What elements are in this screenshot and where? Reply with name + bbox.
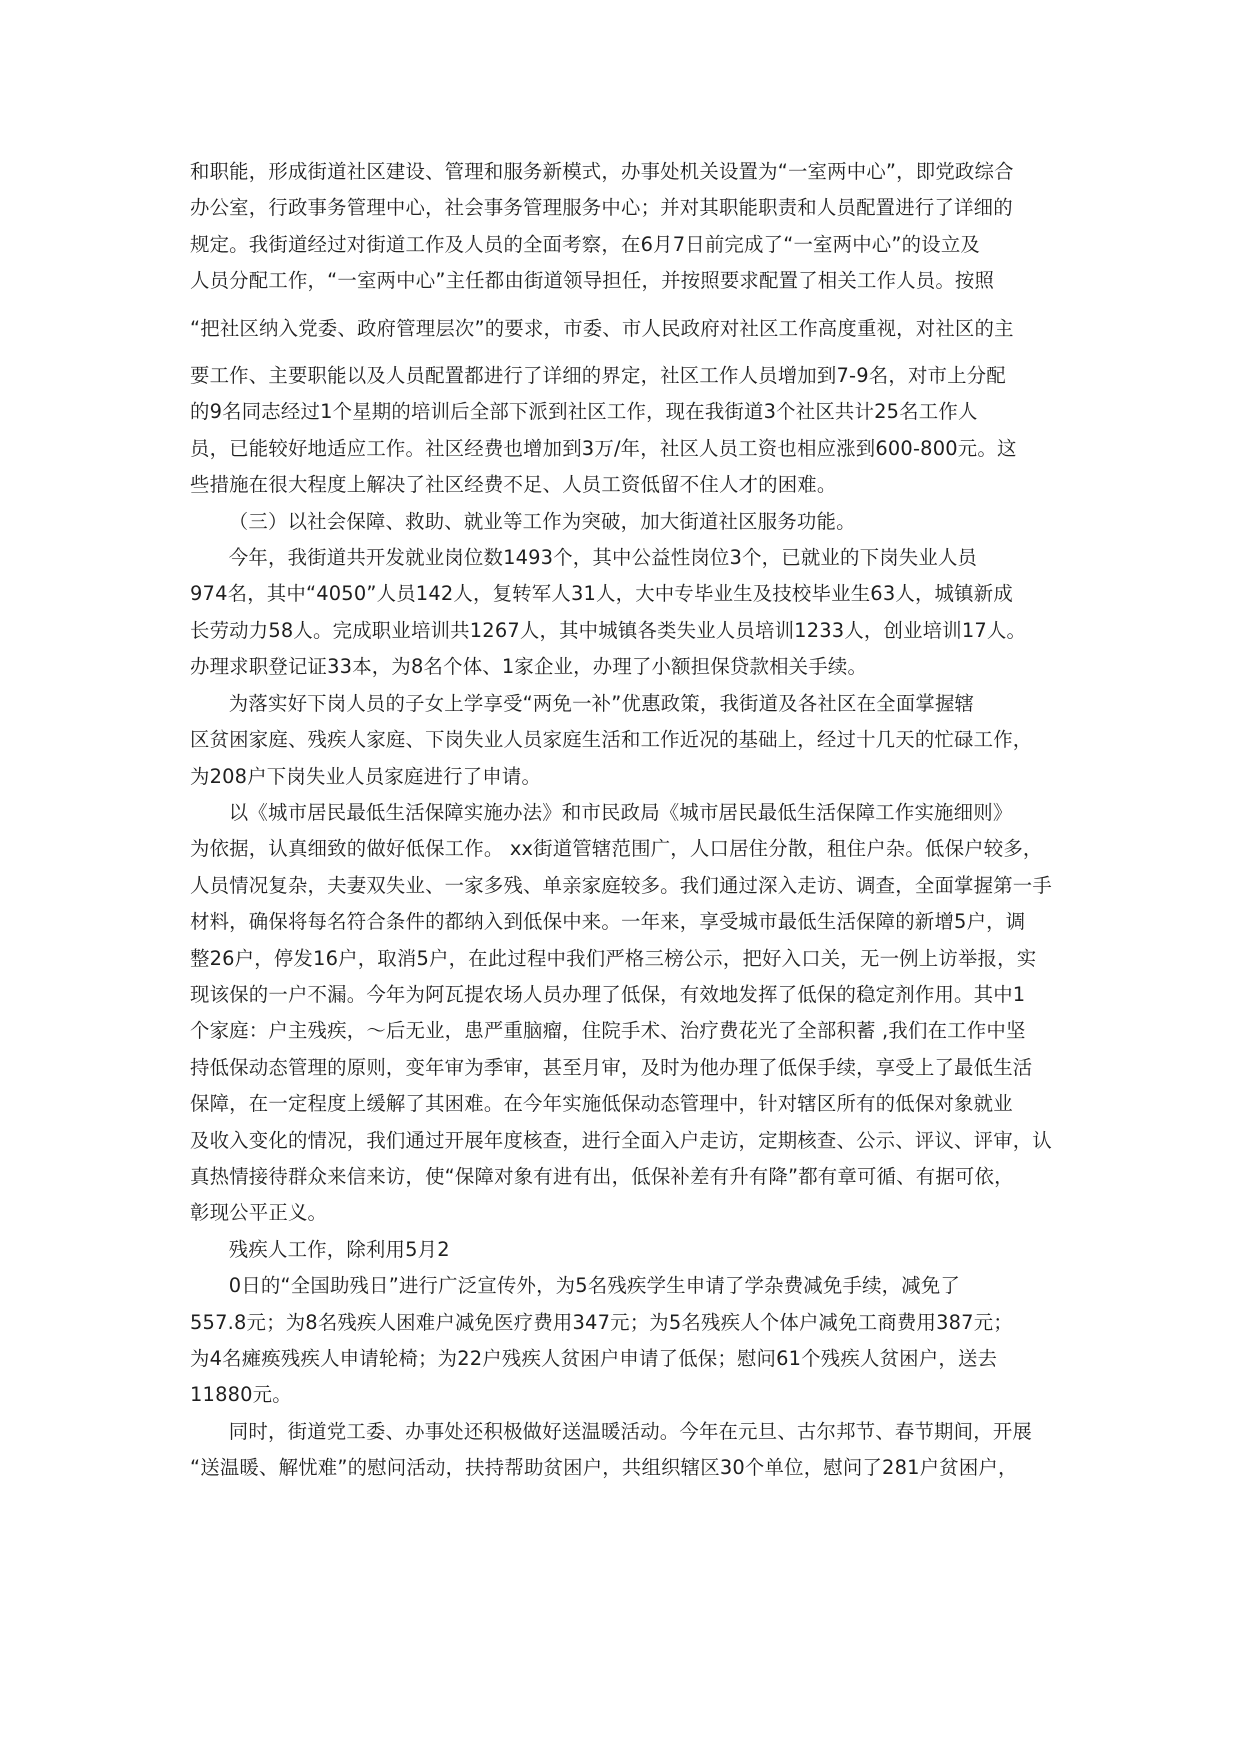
text-line: 0日的“全国助残日”进行广泛宣传外，为5名残疾学生申请了学杂费减免手续，减免了	[228, 1274, 961, 1298]
paragraph-warmth-activity	[190, 1414, 1058, 1487]
paragraph-disabled-head	[190, 1232, 1058, 1268]
paragraph-minimum-living	[190, 795, 1058, 1232]
text-line: 现该保的一户不漏。今年为阿瓦提农场人员办理了低保，有效地发挥了低保的稳定剂作用。其中1	[190, 982, 1026, 1006]
text-line: 的9名同志经过1个星期的培训后全部下派到社区工作，现在我街道3个社区共计25名工作人	[190, 400, 978, 424]
paragraph-education-policy	[190, 686, 1058, 795]
text-line: 557.8元；为8名残疾人困难户减免医疗费用347元；为5名残疾人个体户减免工商费用387元；	[190, 1310, 1013, 1334]
text-line: 要工作、主要职能以及人员配置都进行了详细的界定，社区工作人员增加到7-9名，对市上分配	[190, 364, 1006, 388]
text-line: 些措施在很大程度上解决了社区经费不足、人员工资低留不住人才的困难。	[190, 473, 837, 497]
text-line: 办公室，行政事务管理中心，社会事务管理服务中心；并对其职能职责和人员配置进行了详细的	[190, 196, 1013, 220]
document-body	[190, 154, 1058, 1487]
text-line: 残疾人工作，除利用5月2	[228, 1237, 450, 1261]
text-line: 员，已能较好地适应工作。社区经费也增加到3万/年，社区人员工资也相应涨到600-800元。这	[190, 436, 1017, 460]
paragraph-employment	[190, 540, 1058, 686]
text-line: 真热情接待群众来信来访，使“保障对象有进有出，低保补差有升有降”都有章可循、有据可依，	[190, 1164, 1014, 1188]
text-line: 人员分配工作，“一室两中心”主任都由街道领导担任，并按照要求配置了相关工作人员。按照	[190, 269, 995, 293]
text-line: 今年，我街道共开发就业岗位数1493个，其中公益性岗位3个，已就业的下岗失业人员	[228, 546, 978, 570]
text-line: 人员情况复杂，夫妻双失业、一家多残、单亲家庭较多。我们通过深入走访、调查，全面掌握第一手	[190, 873, 1052, 897]
text-line: 为4名瘫痪残疾人申请轮椅；为22户残疾人贫困户申请了低保；慰问61个残疾人贫困户，送去	[190, 1347, 998, 1370]
text-line: “送温暖、解忧难”的慰问活动，扶持帮助贫困户，共组织辖区30个单位，慰问了281户贫困户，	[190, 1456, 1018, 1480]
section-heading-3	[190, 504, 1058, 540]
text-line: 974名，其中“4050”人员142人，复转军人31人，大中专毕业生及技校毕业生63人，城镇新成	[190, 582, 1013, 606]
paragraph-disabled-work	[190, 1268, 1058, 1414]
text-line: 11880元。	[190, 1383, 292, 1407]
text-line: 为208户下岗失业人员家庭进行了申请。	[190, 764, 542, 788]
section-heading-text: （三）以社会保障、救助、就业等工作为突破，加大街道社区服务功能。	[228, 509, 856, 533]
text-line: 整26户，停发16户，取消5户，在此过程中我们严格三榜公示，把好入口关，无一例上访举报，实	[190, 946, 1037, 970]
text-line: 规定。我街道经过对街道工作及人员的全面考察，在6月7日前完成了“一室两中心”的设立及	[190, 232, 981, 256]
text-line: “把社区纳入党委、政府管理层次”的要求，市委、市人民政府对社区工作高度重视，对社区的主	[190, 316, 1014, 340]
paragraph-community-requirement	[190, 311, 1058, 347]
text-line: 个家庭：户主残疾，～后无业，患严重脑瘤，住院手术、治疗费花光了全部积蓄 ,我们在工作中坚	[190, 1019, 1026, 1043]
paragraph-structure	[190, 154, 1058, 300]
text-line: 办理求职登记证33本，为8名个体、1家企业，办理了小额担保贷款相关手续。	[190, 655, 868, 679]
text-line: 保障，在一定程度上缓解了其困难。在今年实施低保动态管理中，针对辖区所有的低保对象就业	[190, 1092, 1013, 1116]
text-line: 持低保动态管理的原则，变年审为季审，甚至月审，及时为他办理了低保手续，享受上了最低生活	[190, 1055, 1033, 1079]
text-line: 为依据，认真细致的做好低保工作。 xx街道管辖范围广，人口居住分散，租住户杂。低保户较多，	[190, 837, 1043, 861]
text-line: 和职能，形成街道社区建设、管理和服务新模式，办事处机关设置为“一室两中心”，即党政综合	[190, 160, 1014, 183]
text-line: 同时，街道党工委、办事处还积极做好送温暖活动。今年在元旦、古尔邦节、春节期间，开展	[228, 1419, 1033, 1443]
text-line: 长劳动力58人。完成职业培训共1267人，其中城镇各类失业人员培训1233人，创业培训17人。	[190, 618, 1027, 642]
text-line: 材料，确保将每名符合条件的都纳入到低保中来。一年来，享受城市最低生活保障的新增5户，调	[190, 910, 1026, 934]
paragraph-community-staff	[190, 358, 1058, 504]
text-line: 彰现公平正义。	[190, 1201, 328, 1225]
text-line: 及收入变化的情况，我们通过开展年度核查，进行全面入户走访，定期核查、公示、评议、评审，认	[190, 1128, 1052, 1152]
text-line: 为落实好下岗人员的子女上学享受“两免一补”优惠政策，我街道及各社区在全面掌握辖	[228, 691, 975, 715]
text-line: 以《城市居民最低生活保障实施办法》和市民政局《城市居民最低生活保障工作实施细则》	[228, 800, 1013, 824]
text-line: 区贫困家庭、残疾人家庭、下岗失业人员家庭生活和工作近况的基础上，经过十几天的忙碌工作，	[190, 728, 1033, 752]
